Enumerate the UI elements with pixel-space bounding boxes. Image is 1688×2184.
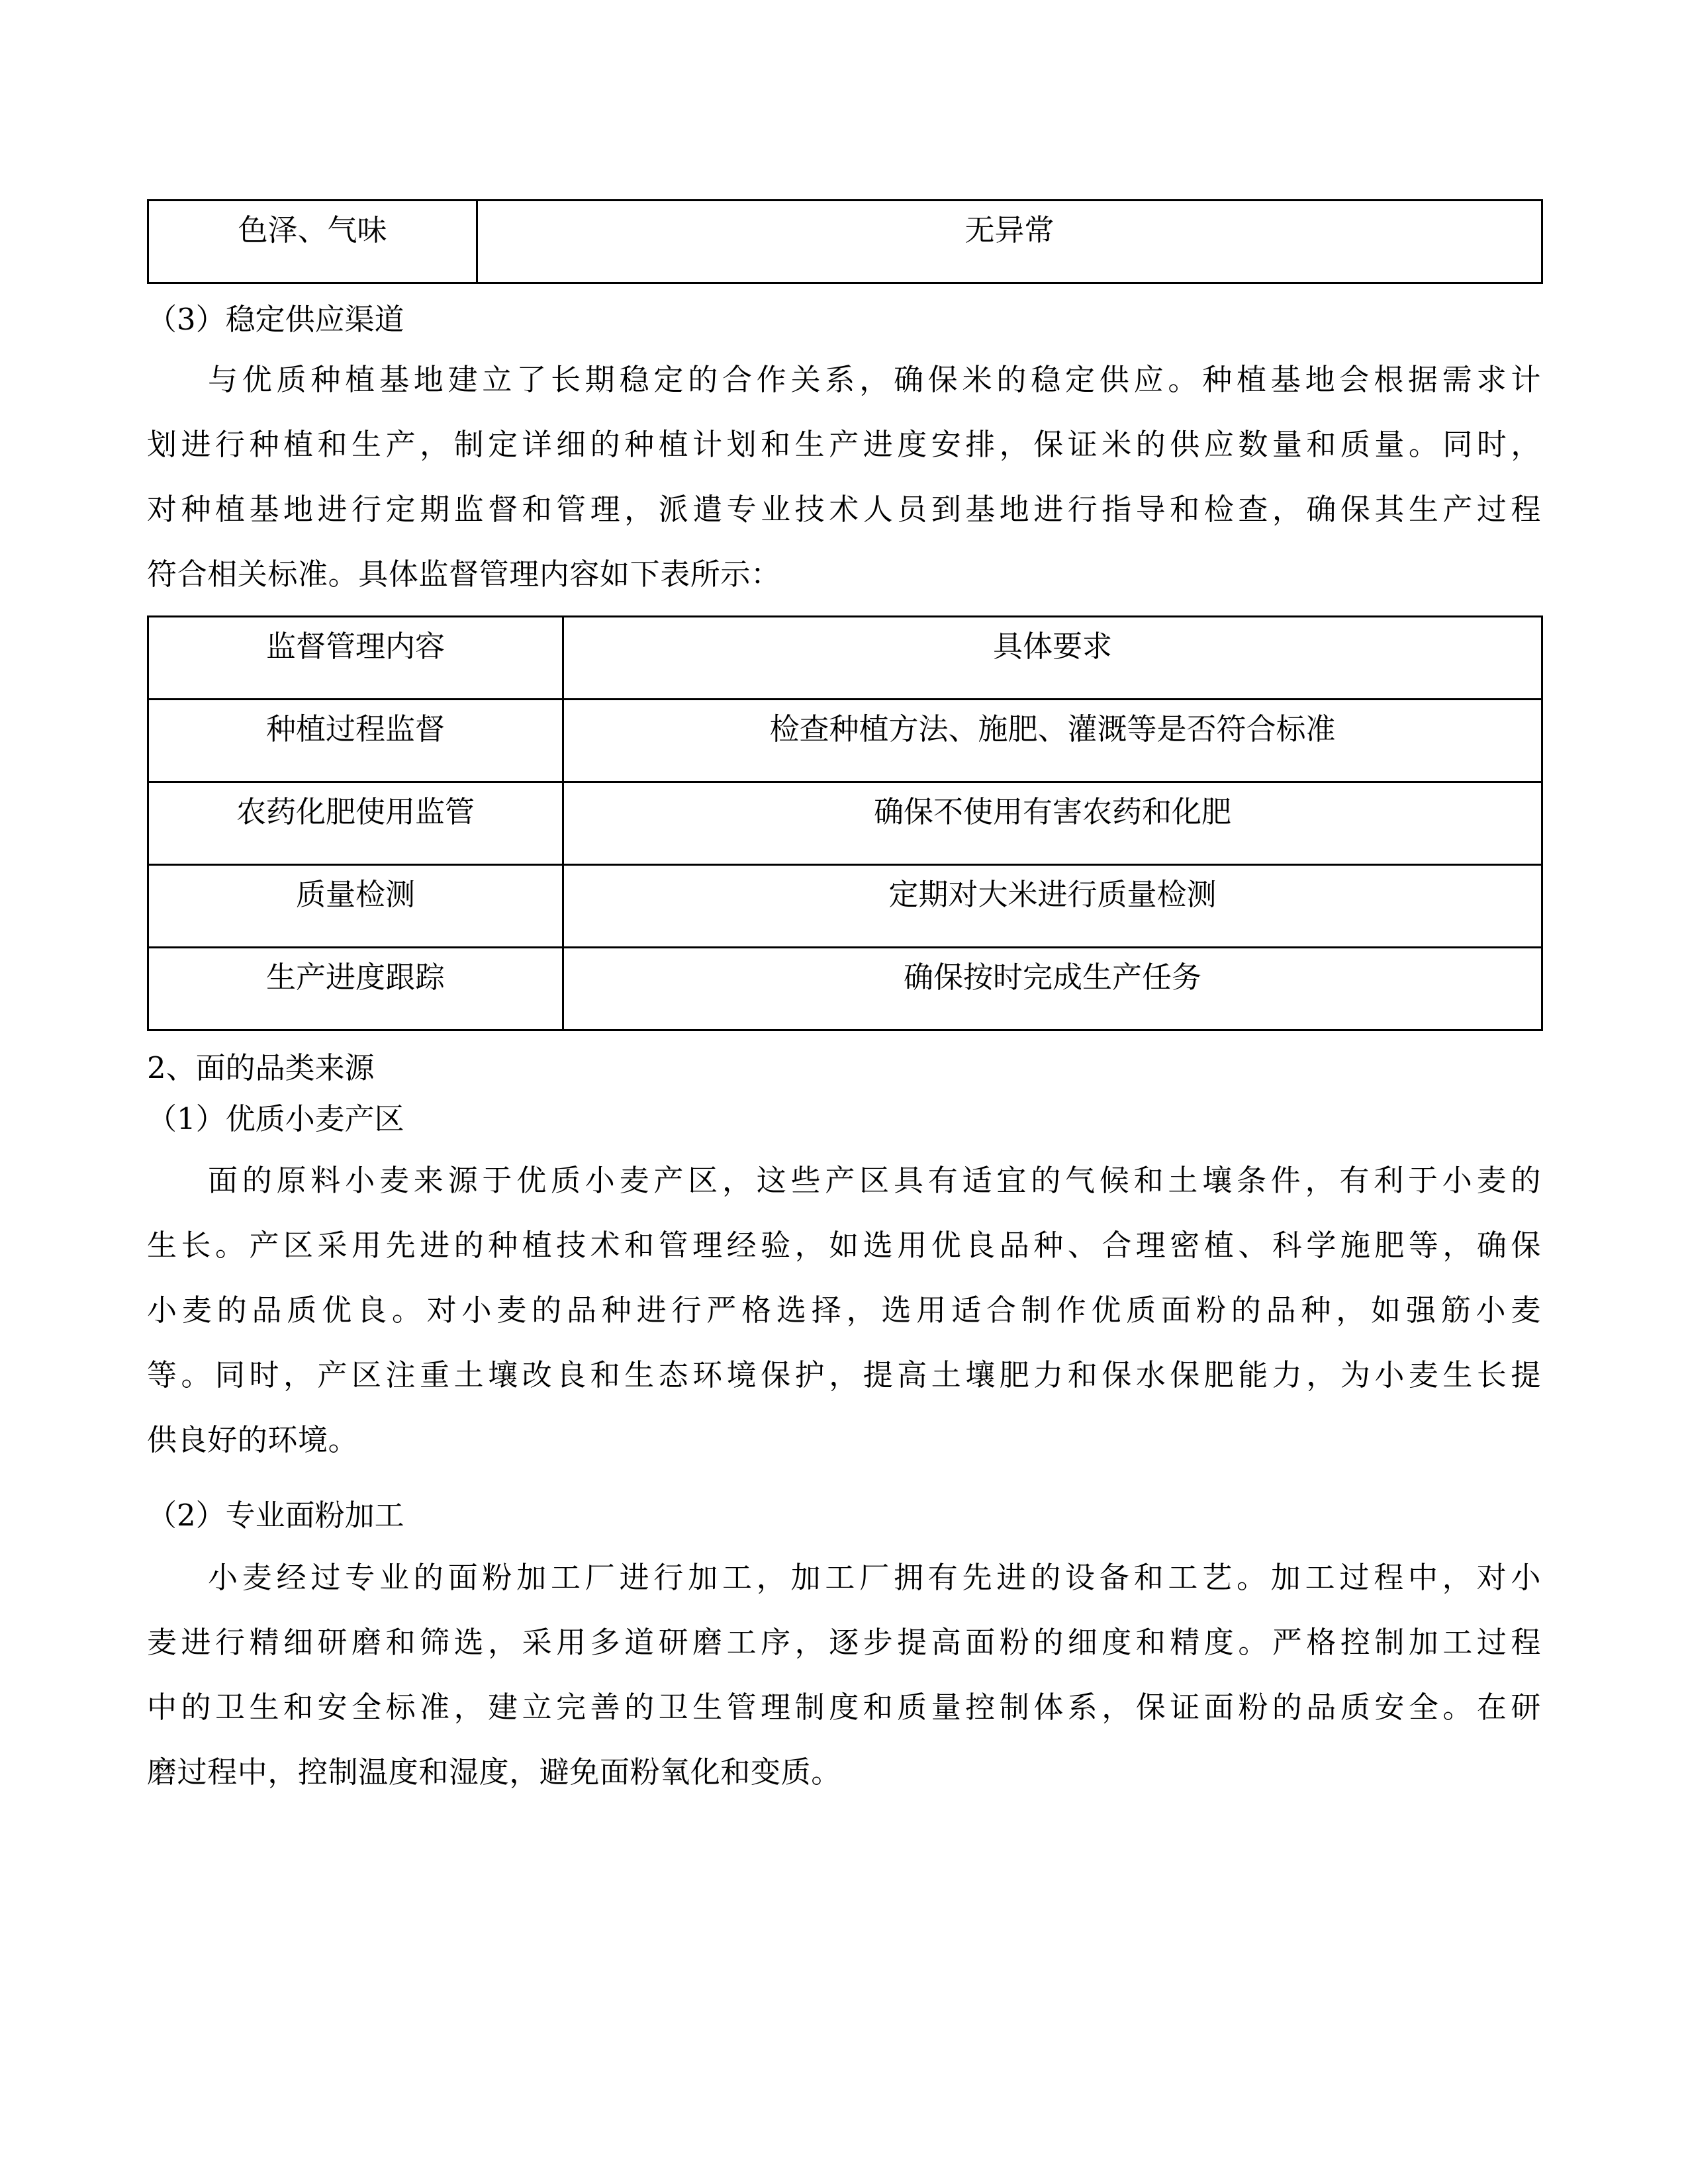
table-header-row [148,617,1542,700]
paragraph-line: 中的卫生和安全标准，建立完善的卫生管理制度和质量控制体系，保证面粉的品质安全。在研 [147,1690,1541,1725]
table-row [148,865,1542,948]
table-cell-content: 质量检测 [148,865,563,948]
paragraph-wheat-region [147,1148,1541,1473]
paragraph-line: 磨过程中，控制温度和湿度，避免面粉氧化和变质。 [147,1754,841,1790]
paragraph-line: 小麦经过专业的面粉加工厂进行加工，加工厂拥有先进的设备和工艺。加工过程中，对小 [208,1560,1541,1595]
paragraph-line: 符合相关标准。具体监督管理内容如下表所示： [147,557,781,592]
paragraph-line: 划进行种植和生产，制定详细的种植计划和生产进度安排，保证米的供应数量和质量。同时， [147,427,1541,462]
subsection-heading: （2）专业面粉加工 [147,1498,404,1533]
quality-table-continuation [147,199,1543,284]
table-cell-item: 色泽、气味 [148,201,477,283]
table-cell-content: 生产进度跟踪 [148,948,563,1030]
table-row [148,782,1542,865]
table-cell-requirement: 确保按时完成生产任务 [563,948,1542,1030]
table-cell-requirement: 定期对大米进行质量检测 [563,865,1542,948]
table-cell-content: 种植过程监督 [148,700,563,782]
table-cell-value: 无异常 [477,201,1542,283]
paragraph-flour-processing [147,1545,1541,1805]
table-cell-content: 农药化肥使用监管 [148,782,563,865]
paragraph-line: 生长。产区采用先进的种植技术和管理经验，如选用优良品种、合理密植、科学施肥等，确保 [147,1228,1541,1263]
paragraph-line: 麦进行精细研磨和筛选，采用多道研磨工序，逐步提高面粉的细度和精度。严格控制加工过程 [147,1625,1541,1660]
paragraph-supply-channel [147,347,1541,607]
supervision-table [147,615,1543,1031]
paragraph-line: 与优质种植基地建立了长期稳定的合作关系，确保米的稳定供应。种植基地会根据需求计 [208,362,1541,397]
paragraph-line: 对种植基地进行定期监督和管理，派遣专业技术人员到基地进行指导和检查，确保其生产过程 [147,492,1541,527]
section-heading: 2、面的品类来源 [147,1050,375,1085]
table-row [148,201,1542,283]
subsection-heading: （1）优质小麦产区 [147,1101,404,1136]
table-row [148,948,1542,1030]
table-cell-requirement: 检查种植方法、施肥、灌溉等是否符合标准 [563,700,1542,782]
table-header-requirement: 具体要求 [563,617,1542,700]
paragraph-line: 供良好的环境。 [147,1422,359,1457]
paragraph-line: 小麦的品质优良。对小麦的品种进行严格选择，选用适合制作优质面粉的品种，如强筋小麦 [147,1293,1541,1328]
paragraph-line: 等。同时，产区注重土壤改良和生态环境保护，提高土壤肥力和保水保肥能力，为小麦生长提 [147,1357,1541,1392]
table-cell-requirement: 确保不使用有害农药和化肥 [563,782,1542,865]
table-row [148,700,1542,782]
section-heading: （3）稳定供应渠道 [147,302,404,337]
paragraph-line: 面的原料小麦来源于优质小麦产区，这些产区具有适宜的气候和土壤条件，有利于小麦的 [208,1163,1541,1198]
table-header-content: 监督管理内容 [148,617,563,700]
